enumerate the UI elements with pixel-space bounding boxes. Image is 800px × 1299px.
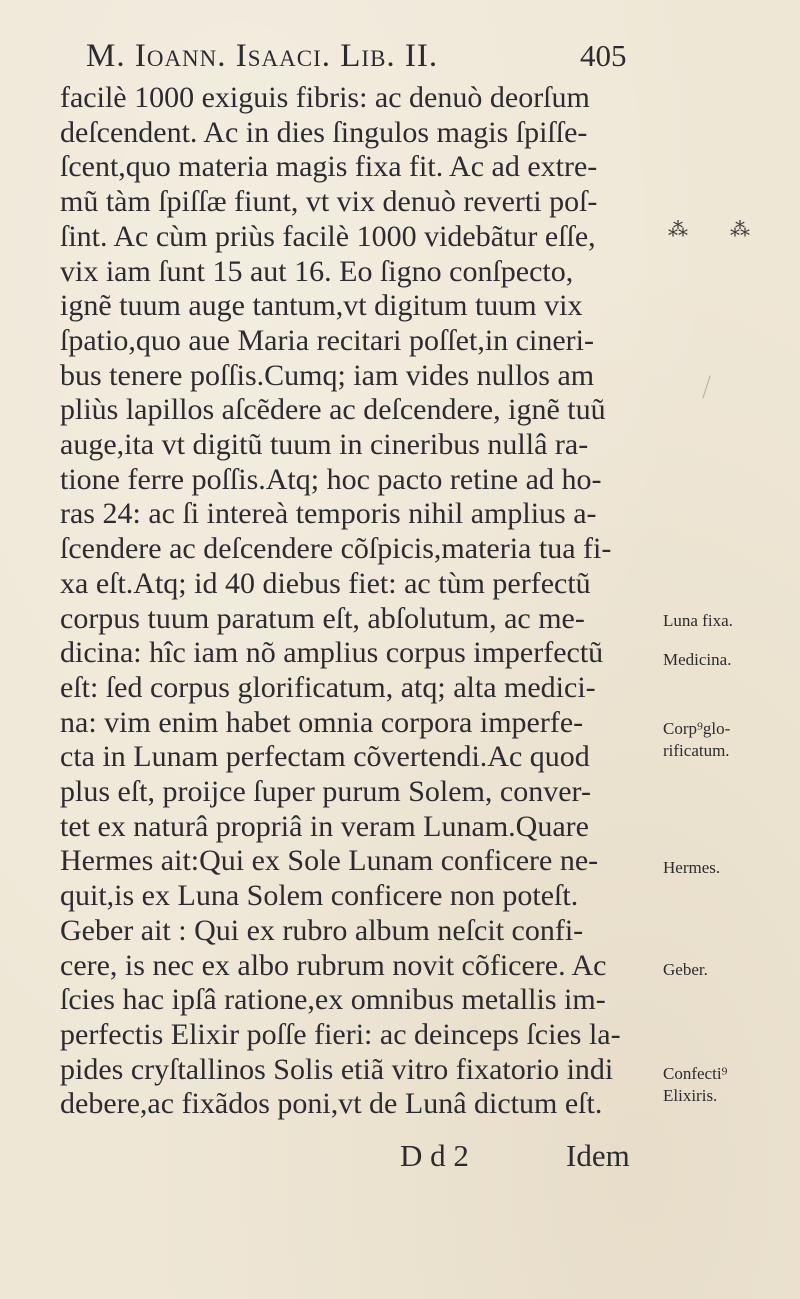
page-header	[86, 38, 666, 78]
text-line: pliùs lapillos aſcẽdere ac deſcendere, ignẽ tuũ	[60, 393, 606, 427]
text-line: pides cryſtallinos Solis etiã vitro fixatorio indi	[60, 1052, 614, 1086]
text-line: corpus tuum paratum eſt, abſolutum, ac me-	[60, 601, 585, 635]
page-footer	[0, 1138, 800, 1180]
text-line: auge,ita vt digitũ tuum in cineribus nullâ ra-	[60, 428, 589, 461]
text-line: plus eſt, proijce ſuper purum Solem, conver-	[60, 775, 591, 808]
text-line: facilè 1000 exiguis fibris: ac denuò deorſum	[60, 81, 590, 114]
margin-note-luna-fixa: Luna fixa.	[663, 611, 733, 630]
text-line: ſcies hac ipſâ ratione,ex omnibus metallis im-	[60, 983, 606, 1017]
text-line: ras 24: ac ſi intereà temporis nihil amplius a-	[60, 497, 597, 531]
text-line: Geber ait : Qui ex rubro album neſcit confi-	[60, 913, 584, 947]
text-line: deſcendent. Ac in dies ſingulos magis ſpiſſe-	[60, 115, 588, 149]
margin-note-corpus-glorificatum-1: Corp⁹glo-	[663, 719, 731, 738]
text-line: tione ferre poſſis.Atq; hoc pacto retine ad ho-	[60, 462, 602, 496]
text-line: dicina: hîc iam nõ amplius corpus imperfectũ	[60, 636, 604, 670]
margin-note-corpus-glorificatum-2: rificatum.	[663, 741, 730, 760]
catchword: Idem	[566, 1138, 630, 1173]
text-line: cere, is nec ex albo rubrum novit cõficere. Ac	[60, 948, 607, 982]
text-line: tet ex naturâ propriâ in veram Lunam.Quare	[60, 809, 589, 843]
margin-note-confectio-1: Confecti⁹	[663, 1064, 728, 1083]
margin-note-geber: Geber.	[663, 960, 708, 979]
signature-mark: D d 2	[400, 1138, 469, 1173]
text-line: ſcent,quo materia magis fixa fit. Ac ad extre-	[60, 150, 598, 184]
text-line: perfectis Elixir poſſe fieri: ac deinceps ſcies la-	[60, 1017, 621, 1051]
text-line: debere,ac fixãdos poni,vt de Lunâ dictum eſt.	[60, 1087, 603, 1121]
text-line: Hermes ait:Qui ex Sole Lunam conficere ne-	[60, 844, 599, 878]
text-line: quit,is ex Luna Solem conficere non poteſt.	[60, 879, 579, 913]
faint-ink-mark	[702, 375, 710, 398]
text-line: mũ tàm ſpiſſæ fiunt, vt vix denuò reverti poſ-	[60, 185, 598, 219]
margin-note-hermes: Hermes.	[663, 858, 721, 877]
flourish-mark: ⁂	[730, 217, 750, 241]
margin-note-confectio-2: Elixiris.	[663, 1086, 718, 1105]
text-line: eſt: ſed corpus glorificatum, atq; alta medici-	[60, 670, 596, 704]
page-number: 405	[580, 38, 627, 73]
margin-note-medicina: Medicina.	[663, 650, 732, 669]
text-line: ſpatio,quo aue Maria recitari poſſet,in cineri-	[60, 323, 594, 357]
text-line: ignẽ tuum auge tantum,vt digitum tuum vix	[60, 289, 583, 323]
text-line: ſcendere ac deſcendere cõſpicis,materia tua fi-	[60, 532, 612, 566]
text-line: xa eſt.Atq; id 40 diebus fiet: ac tùm perfectũ	[60, 566, 591, 600]
text-line: vix iam ſunt 15 aut 16. Eo ſigno conſpecto,	[60, 254, 574, 288]
text-line: ſint. Ac cùm priùs facilè 1000 videbãtur eſſe,	[60, 219, 596, 253]
text-line: cta in Lunam perfectam cõvertendi.Ac quod	[60, 740, 590, 774]
running-head: M. Ioann. Isaaci. Lib. II.	[86, 38, 439, 74]
text-line: bus tenere poſſis.Cumq; iam vides nullos am	[60, 358, 595, 392]
flourish-mark: ⁂	[668, 217, 688, 241]
text-line: na: vim enim habet omnia corpora imperfe-	[60, 705, 584, 739]
